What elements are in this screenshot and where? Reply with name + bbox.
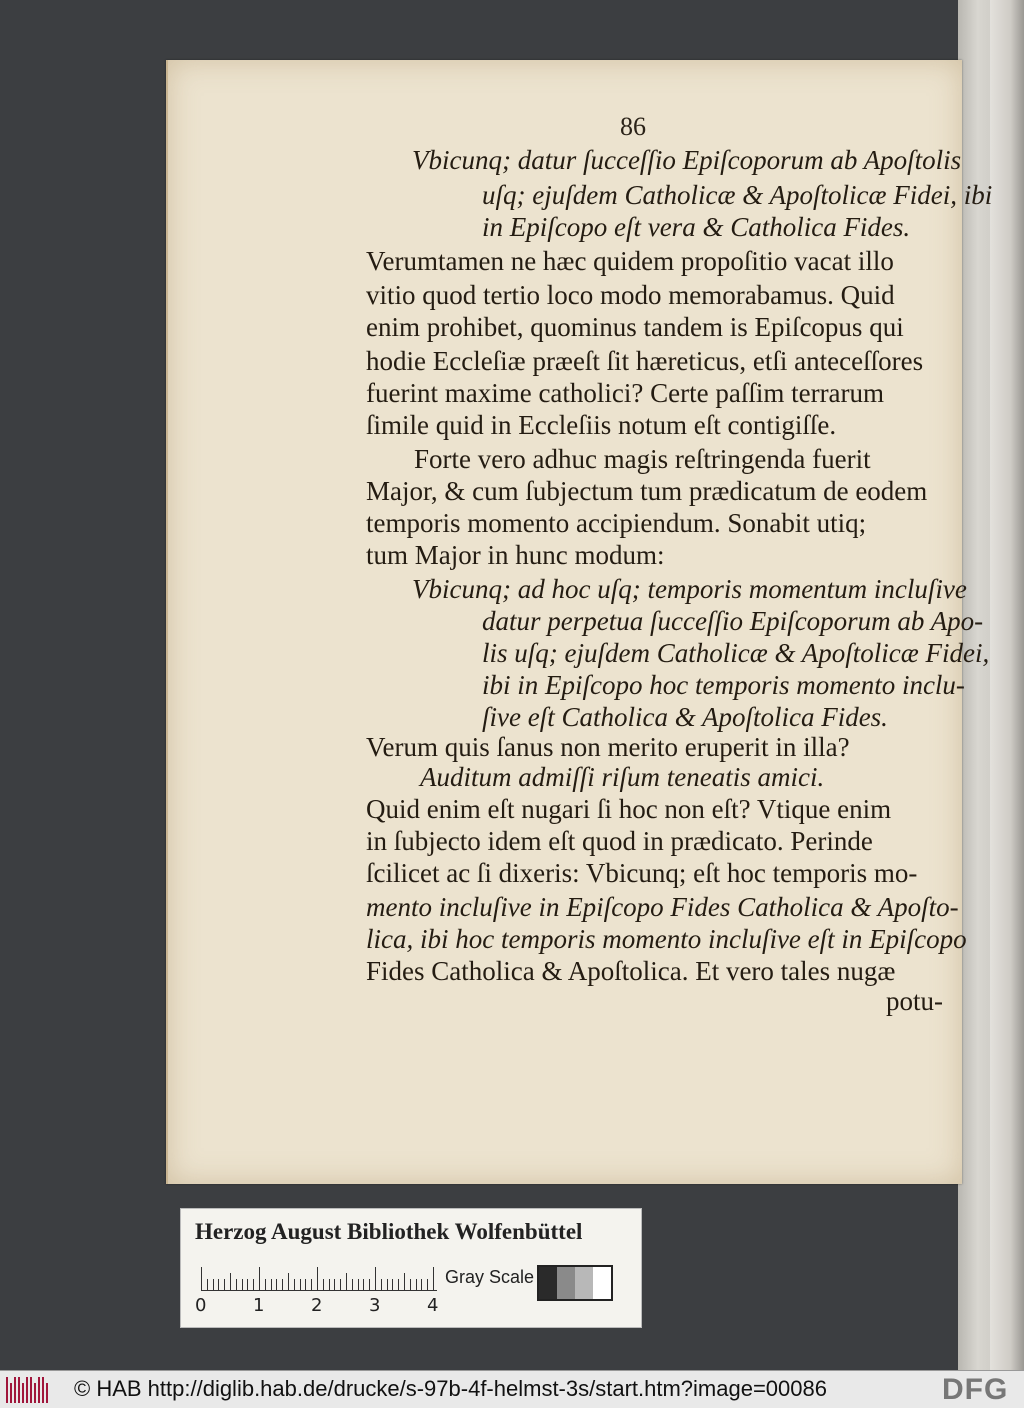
text-line: fuerint maxime catholici? Certe paſſim terrarum [366, 378, 885, 408]
ruler-tick [265, 1279, 266, 1291]
text-line: ſcilicet ac ſi dixeris: Vbicunq; eſt hoc temporis mo- [366, 858, 918, 888]
barcode-icon [6, 1377, 48, 1403]
text-line: uſq; ejuſdem Catholicæ & Apoſtolicæ Fidei, ibi [482, 180, 993, 210]
text-line: ſimile quid in Eccleſiis notum eſt contigiſſe. [366, 410, 837, 440]
ruler-tick [387, 1279, 388, 1291]
ruler-tick [259, 1267, 260, 1291]
color-card [180, 1208, 642, 1328]
ruler-tick [224, 1279, 225, 1291]
ruler-tick [288, 1273, 289, 1291]
ruler-number: 1 [253, 1295, 265, 1316]
text-line: potu- [886, 986, 943, 1016]
text-line: Major, & cum ſubjectum tum prædicatum de eodem [366, 476, 928, 506]
text-line: mento incluſive in Epiſcopo Fides Catholica & Apoſto- [366, 892, 959, 922]
text-line: lica, ibi hoc temporis momento incluſive eſt in Epiſcopo [366, 924, 967, 954]
text-line: Vbicunq; ad hoc uſq; temporis momentum incluſive [412, 574, 967, 604]
ruler-tick [410, 1279, 411, 1291]
ruler-tick [242, 1279, 243, 1291]
ruler-tick [218, 1279, 219, 1291]
text-line: Verum quis ſanus non merito eruperit in illa? [366, 732, 850, 762]
text-line: in Epiſcopo eſt vera & Catholica Fides. [482, 212, 911, 242]
ruler-tick [236, 1279, 237, 1291]
ruler-tick [247, 1279, 248, 1291]
library-name: Herzog August Bibliothek Wolfenbüttel [195, 1219, 583, 1244]
gray-swatch [593, 1267, 611, 1299]
ruler-tick [276, 1279, 277, 1291]
ruler-tick [294, 1279, 295, 1291]
ruler-tick [340, 1279, 341, 1291]
ruler-tick [305, 1279, 306, 1291]
text-line: hodie Eccleſiæ præeſt ſit hæreticus, etſi anteceſſores [366, 346, 924, 376]
ruler-tick [300, 1279, 301, 1291]
text-line: Verumtamen ne hæc quidem propoſitio vacat illo [366, 246, 894, 276]
ruler-tick [404, 1273, 405, 1291]
ruler-tick [369, 1279, 370, 1291]
ruler-tick [398, 1279, 399, 1291]
ruler-number: 4 [427, 1295, 439, 1316]
text-line: ibi in Epiſcopo hoc temporis momento inclu- [482, 670, 965, 700]
ruler-tick [323, 1279, 324, 1291]
gray-scale-swatches [537, 1265, 613, 1301]
ruler-tick [311, 1279, 312, 1291]
ruler-tick [433, 1267, 434, 1291]
footer-bar [0, 1370, 1024, 1408]
gray-swatch [575, 1267, 593, 1299]
ruler-number: 2 [311, 1295, 323, 1316]
ruler-tick [346, 1273, 347, 1291]
page-number: 86 [620, 112, 646, 141]
ruler-tick [271, 1279, 272, 1291]
text-line: temporis momento accipiendum. Sonabit utiq; [366, 508, 867, 538]
text-line: tum Major in hunc modum: [366, 540, 665, 570]
ruler-tick [230, 1273, 231, 1291]
gray-swatch [557, 1267, 575, 1299]
text-line: Auditum admiſſi riſum teneatis amici. [420, 762, 825, 792]
text-line: Forte vero adhuc magis reſtringenda fuerit [414, 444, 871, 474]
ruler-number: 0 [195, 1295, 207, 1316]
ruler-number: 3 [369, 1295, 381, 1316]
dfg-logo: DFG [942, 1373, 1009, 1406]
ruler-tick [329, 1279, 330, 1291]
ruler-tick [363, 1279, 364, 1291]
text-line: vitio quod tertio loco modo memorabamus. Quid [366, 280, 895, 310]
gray-swatch [539, 1267, 557, 1299]
ruler-tick [207, 1279, 208, 1291]
text-line: Vbicunq; datur ſucceſſio Epiſcoporum ab Apoſtolis [412, 145, 962, 175]
ruler-tick [253, 1279, 254, 1291]
gray-scale-label: Gray Scale [445, 1267, 535, 1287]
ruler-tick [421, 1279, 422, 1291]
ruler-tick [201, 1267, 202, 1291]
text-line: ſive eſt Catholica & Apoſtolica Fides. [482, 702, 888, 732]
ruler-tick [381, 1279, 382, 1291]
text-line: Quid enim eſt nugari ſi hoc non eſt? Vtique enim [366, 794, 892, 824]
text-line: in ſubjecto idem eſt quod in prædicato. Perinde [366, 826, 873, 856]
ruler-tick [317, 1267, 318, 1291]
ruler-tick [334, 1279, 335, 1291]
ruler-tick [358, 1279, 359, 1291]
ruler-tick [213, 1279, 214, 1291]
ruler [201, 1267, 437, 1291]
adjacent-page-edge [990, 0, 1024, 1370]
text-line: Fides Catholica & Apoſtolica. Et vero tales nugæ [366, 956, 896, 986]
ruler-tick [282, 1279, 283, 1291]
ruler-tick [427, 1279, 428, 1291]
text-line: lis uſq; ejuſdem Catholicæ & Apoſtolicæ Fidei, [482, 638, 990, 668]
ruler-tick [352, 1279, 353, 1291]
ruler-tick [416, 1279, 417, 1291]
ruler-tick [375, 1267, 376, 1291]
text-line: datur perpetua ſucceſſio Epiſcoporum ab Apo- [482, 606, 984, 636]
text-line: enim prohibet, quominus tandem is Epiſcopus qui [366, 312, 904, 342]
ruler-tick [392, 1279, 393, 1291]
copyright-url[interactable]: © HAB http://diglib.hab.de/drucke/s-97b-4f-helmst-3s/start.htm?image=00086 [74, 1376, 827, 1401]
